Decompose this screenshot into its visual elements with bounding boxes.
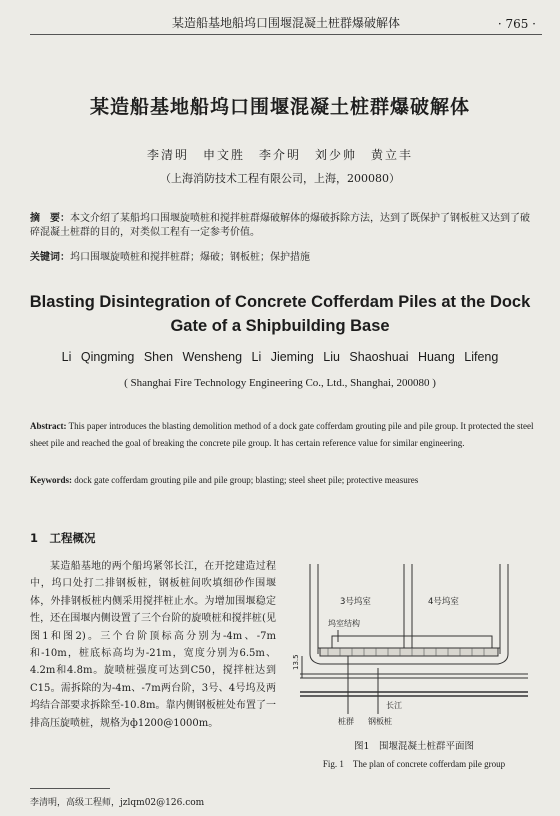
keywords-en bbox=[30, 472, 538, 489]
figure-1-caption-en: Fig. 1 The plan of concrete cofferdam pile group bbox=[322, 759, 506, 769]
keywords-en-label: Keywords: bbox=[30, 475, 72, 485]
authors-en: Li Qingming Shen Wensheng Li Jieming Liu Shaoshuai Huang Lifeng bbox=[61, 350, 499, 364]
figure-1-diagram bbox=[288, 556, 540, 736]
figure-1-caption-cn: 图1 围堰混凝土桩群平面图 bbox=[353, 741, 475, 752]
label-pile: 桩群 bbox=[338, 717, 354, 726]
label-river: 长江 bbox=[386, 701, 402, 710]
label-dock3: 3号坞室 bbox=[340, 597, 371, 607]
keywords-en-text: dock gate cofferdam grouting pile and pile group; blasting; steel sheet pile; protective measures bbox=[74, 475, 419, 485]
keywords-cn bbox=[30, 248, 538, 263]
keywords-cn-text: 坞口围堰旋喷桩和搅拌桩群；爆破；钢板桩；保护措施 bbox=[70, 252, 310, 263]
pile-group-band bbox=[320, 648, 498, 656]
dimension-label: 13.5 bbox=[292, 654, 300, 670]
abstract-cn bbox=[30, 212, 538, 240]
label-dock4: 4号坞室 bbox=[428, 597, 459, 607]
abstract-en-label: Abstract: bbox=[30, 421, 67, 431]
footnote-rule bbox=[30, 788, 110, 789]
footnote: 李清明，高级工程师，jzlqm02@126.com bbox=[30, 798, 205, 808]
running-header bbox=[30, 10, 542, 35]
title-cn: 某造船基地船坞口围堰混凝土桩群爆破解体 bbox=[89, 96, 470, 118]
section-heading: 1 工程概况 bbox=[30, 531, 96, 545]
abstract-cn-label: 摘 要： bbox=[30, 213, 70, 224]
page-number: · 765 · bbox=[497, 17, 536, 31]
running-title: 某造船基地船坞口围堰混凝土桩群爆破解体 bbox=[171, 16, 400, 30]
label-dock-structure: 坞室结构 bbox=[328, 619, 360, 628]
affiliation-cn: （上海消防技术工程有限公司，上海，200080） bbox=[160, 172, 400, 185]
abstract-en-text: This paper introduces the blasting demolition method of a dock gate cofferdam grouting pile and pile group. It protected the steel sheet pile and reached the goal of breaking the concrete pile group. It has certain reference value for similar engineering. bbox=[30, 421, 534, 448]
section-body: 某造船基地的两个船坞紧邻长江，在开挖建造过程中，坞口处打二排钢板桩，钢板桩间吹填细砂作围堰体，外排钢板桩内侧采用搅拌桩止水。为增加围堰稳定性，还在围堰内侧设置了三个台阶的旋喷桩和搅拌桩(见图1和图2)。三个台阶顶标高分别为-4m、-7m和-10m，桩底标高均为-21m，宽度分别为6.5m、4.2m和4.8m。旋喷桩强度可达到C50，搅拌桩达到C15。需拆除的为-4m、-7m两台阶，3号、4号坞及两坞结合部要求拆除至-10.8m。靠内侧钢板桩处布置了一排高压旋喷桩，规格为ф1200@1000m。 bbox=[30, 561, 276, 729]
label-sheet: 钢板桩 bbox=[368, 717, 392, 726]
authors-cn: 李清明 申文胜 李介明 刘少帅 黄立丰 bbox=[146, 148, 413, 162]
keywords-cn-label: 关键词： bbox=[30, 252, 70, 263]
abstract-cn-text: 本文介绍了某船坞口围堰旋喷桩和搅拌桩群爆破解体的爆破拆除方法，达到了既保护了钢板桩又达到了破碎混凝土桩群的目的，对类似工程有一定参考价值。 bbox=[30, 213, 530, 238]
abstract-en bbox=[30, 418, 538, 452]
title-en: Blasting Disintegration of Concrete Cofferdam Piles at the Dock Gate of a Shipbuilding Base bbox=[29, 293, 531, 335]
affiliation-en: ( Shanghai Fire Technology Engineering Co., Ltd., Shanghai, 200080 ) bbox=[124, 377, 436, 389]
